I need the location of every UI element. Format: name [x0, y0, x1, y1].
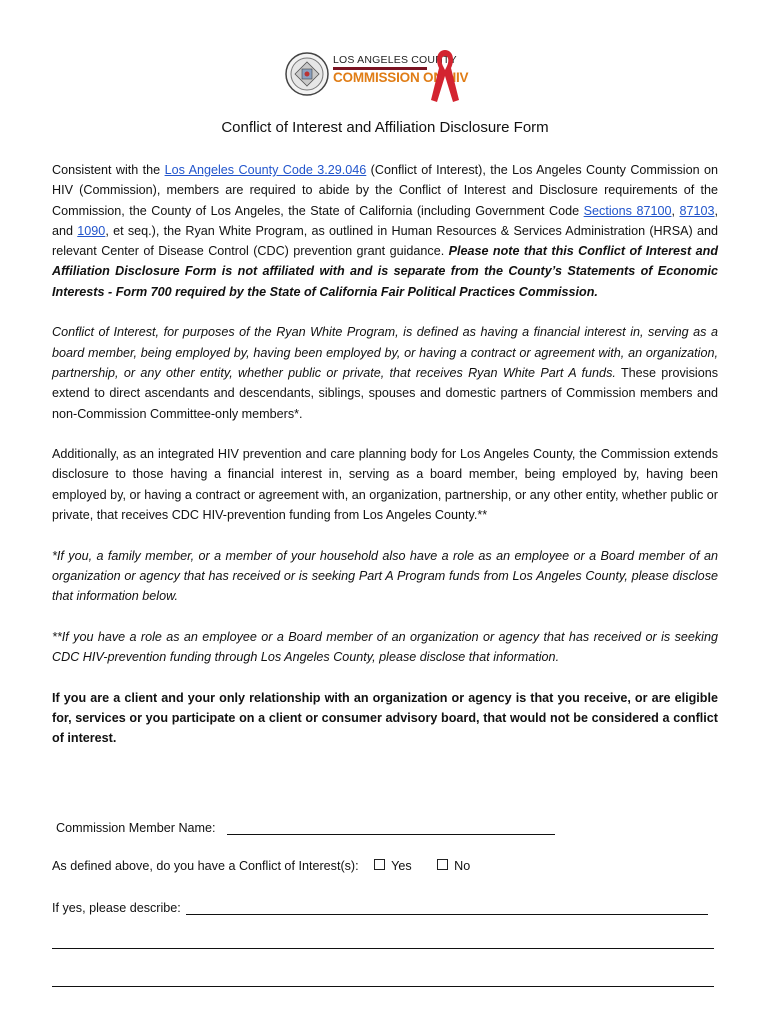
form-700-notice: Please note that this Conflict of Interest and Affiliation Disclosure Form is not affiliated with and is separate from the County’s Statements of Economic Interests - Form 700 required by the State of California Fair Political Practices Commission.: [52, 244, 719, 299]
definition-paragraph: [52, 322, 718, 423]
describe-field[interactable]: [186, 900, 708, 915]
member-name-label: Commission Member Name:: [56, 821, 216, 835]
describe-line-3[interactable]: [52, 986, 714, 987]
coi-question-row: [52, 859, 470, 873]
intro-text: , and: [52, 203, 719, 238]
intro-text: ,: [671, 203, 680, 218]
red-ribbon-icon: [425, 46, 465, 104]
form-title: Conflict of Interest and Affiliation Disclosure Form: [221, 119, 549, 136]
commission-logo: [283, 44, 483, 104]
county-code-link[interactable]: Los Angeles County Code 3.29.046: [164, 163, 367, 177]
intro-text: , et seq.), the Ryan White Program, as outlined in Human Resources & Services Administration (HRSA) and relevant Center of Disease Control (CDC) prevention grant guidance.: [52, 223, 719, 259]
logo-county-text: LOS ANGELES COUNTY: [333, 54, 457, 66]
county-seal-icon: [285, 52, 329, 96]
footnote-cdc: **If you have a role as an employee or a Board member of an organization or agency that has received or is seeking CDC HIV-prevention funding through Los Angeles County, please disclose that information.: [52, 629, 718, 665]
coi-definition: Conflict of Interest, for purposes of the Ryan White Program, is defined as having a financial interest in, serving as a board member, being employed by, having been employed by, or having a contract or agreement with, an organization, partnership, or any other entity, whether public or private, that receives Ryan White Part A funds.: [52, 325, 718, 380]
describe-label: If yes, please describe:: [52, 901, 181, 915]
yes-label: Yes: [391, 859, 412, 873]
sections-87100-link[interactable]: Sections 87100: [583, 203, 672, 218]
logo-commission-text: COMMISSION ON HIV: [333, 70, 469, 85]
intro-text: (Conflict of Interest), the Los Angeles County Commission on HIV (Commission), members are required to abide by the Conflict of Interest and Disclosure requirements of the Commission, the County of Los Angeles, the State of California (including Government Code: [52, 163, 718, 218]
cdc-paragraph: Additionally, as an integrated HIV prevention and care planning body for Los Angeles County, the Commission extends disclosure to those having a financial interest in, serving as a board member, being employed by, having been employed by, or having a contract or agreement with, an organization, partnership, or any other entity, whether public or private, that receives CDC HIV-prevention funding from Los Angeles County.**: [52, 447, 718, 523]
client-notice: If you are a client and your only relationship with an organization or agency is that you receive, or are eligible for, services or you participate on a client or consumer advisory board, that would not be considered a conflict of interest.: [52, 690, 718, 746]
member-name-field[interactable]: [227, 820, 555, 835]
describe-line-2[interactable]: [52, 948, 714, 949]
section-87103-link[interactable]: 87103: [679, 203, 715, 218]
coi-question-label: As defined above, do you have a Conflict of Interest(s):: [52, 859, 359, 873]
footnote-part-a: *If you, a family member, or a member of your household also have a role as an employee or a Board member of an organization or agency that has received or is seeking Part A Program funds from Los Angeles County, please disclose that information below.: [52, 548, 718, 604]
form-body: [52, 160, 718, 769]
describe-row: [52, 900, 708, 915]
section-1090-link[interactable]: 1090: [77, 223, 106, 238]
intro-text: Consistent with the: [52, 163, 165, 177]
coi-extension: These provisions extend to direct ascendants and descendants, siblings, spouses and domestic partners of Commission members and non-Commission Committee-only members*.: [52, 365, 719, 421]
no-label: No: [454, 859, 471, 873]
yes-checkbox[interactable]: [374, 859, 385, 870]
member-name-row: [56, 820, 555, 835]
no-checkbox[interactable]: [437, 859, 448, 870]
intro-paragraph: [52, 160, 718, 302]
